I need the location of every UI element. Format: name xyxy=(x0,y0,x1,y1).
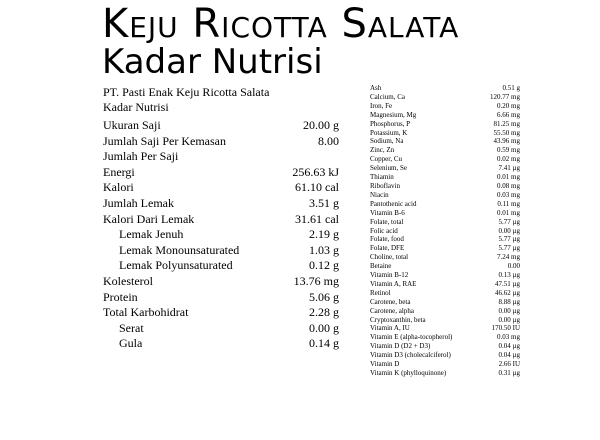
nutrition-row xyxy=(103,227,363,243)
nutrient-row-label: Vitamin D (D2 + D3) xyxy=(370,342,431,351)
nutrient-row xyxy=(370,129,520,138)
detailed-nutrients-panel xyxy=(370,84,520,378)
nutrition-row-value: 61.10 cal xyxy=(295,180,339,195)
nutrient-row xyxy=(370,271,520,280)
nutrient-row-value: 43.96 mg xyxy=(493,137,520,146)
nutrient-row xyxy=(370,93,520,102)
nutrition-row-label: Energi xyxy=(103,164,135,179)
nutrient-row xyxy=(370,155,520,164)
nutrition-row xyxy=(103,196,363,212)
nutrient-row xyxy=(370,324,520,333)
nutrition-row xyxy=(103,258,363,274)
nutrition-row xyxy=(103,165,363,181)
company-name: PT. Pasti Enak Keju Ricotta Salata xyxy=(103,85,270,99)
nutrition-row-label: Serat xyxy=(119,320,144,335)
nutrition-row-value: 20.00 g xyxy=(303,118,339,132)
nutrient-row-value: 0.01 mg xyxy=(497,208,520,217)
nutrition-row-label: Lemak Jenuh xyxy=(119,227,184,242)
nutrient-row xyxy=(370,253,520,262)
nutrition-row-label: Kalori Dari Lemak xyxy=(103,211,195,226)
nutrient-row xyxy=(370,244,520,253)
nutrient-row xyxy=(370,182,520,191)
nutrient-row-label: Phosphorus, P xyxy=(370,119,411,128)
nutrient-row xyxy=(370,173,520,182)
nutrient-row-value: 7.24 mg xyxy=(497,253,520,262)
nutrition-row-value: 256.63 kJ xyxy=(292,164,339,179)
nutrient-row xyxy=(370,307,520,316)
nutrient-row-value: 5.77 µg xyxy=(498,235,520,244)
nutrition-row xyxy=(103,290,363,306)
nutrient-row xyxy=(370,316,520,325)
nutrient-row-value: 5.77 µg xyxy=(498,244,520,253)
nutrient-row-value: 0.11 mg xyxy=(497,199,520,208)
nutrient-row xyxy=(370,120,520,129)
main-nutrition-list xyxy=(103,118,363,352)
nutrition-row-label: Kolesterol xyxy=(103,273,153,288)
nutrient-row-label: Iron, Fe xyxy=(370,101,393,110)
product-title: Keju Ricotta Salata xyxy=(102,1,460,47)
nutrition-row-value: 2.19 g xyxy=(309,227,339,242)
page-subtitle: Kadar Nutrisi xyxy=(102,42,323,82)
nutrient-row-label: Carotene, beta xyxy=(370,297,411,306)
nutrient-row xyxy=(370,369,520,378)
nutrient-row-value: 120.77 mg xyxy=(490,92,520,101)
nutrient-row xyxy=(370,227,520,236)
nutrient-row-value: 0.03 mg xyxy=(497,190,520,199)
nutrient-row xyxy=(370,360,520,369)
nutrient-row-label: Carotene, alpha xyxy=(370,306,414,315)
nutrition-row-value: 0.00 g xyxy=(309,320,339,335)
nutrient-row-value: 81.25 mg xyxy=(493,119,520,128)
nutrition-row xyxy=(103,180,363,196)
nutrient-row-label: Potassium, K xyxy=(370,128,408,137)
nutrient-row-label: Copper, Cu xyxy=(370,155,402,164)
nutrient-row xyxy=(370,84,520,93)
nutrient-row-label: Folic acid xyxy=(370,226,398,235)
nutrient-row-value: 47.51 µg xyxy=(494,279,520,288)
nutrition-row xyxy=(103,305,363,321)
nutrition-row-label: Ukuran Saji xyxy=(103,118,161,132)
nutrient-row-value: 0.00 µg xyxy=(498,315,520,324)
nutrient-row-label: Vitamin B-12 xyxy=(370,271,409,280)
nutrient-row-label: Vitamin A, RAE xyxy=(370,279,417,288)
nutrient-row-value: 0.59 mg xyxy=(497,146,520,155)
nutrient-row-label: Riboflavin xyxy=(370,181,400,190)
nutrition-row-value: 0.12 g xyxy=(309,258,339,273)
nutrient-row xyxy=(370,289,520,298)
nutrition-row-label: Gula xyxy=(119,336,143,351)
nutrition-row xyxy=(103,212,363,228)
nutrient-row-value: 0.51 g xyxy=(502,84,520,92)
nutrient-row-value: 0.31 µg xyxy=(498,369,520,377)
nutrient-row-label: Thiamin xyxy=(370,173,394,182)
nutrient-row-label: Folate, total xyxy=(370,217,404,226)
section-heading: Kadar Nutrisi xyxy=(103,100,169,114)
nutrient-row-value: 0.00 xyxy=(507,262,520,271)
nutrition-row-value: 5.06 g xyxy=(309,289,339,304)
nutrition-row-value: 3.51 g xyxy=(309,195,339,210)
nutrient-row-value: 0.08 mg xyxy=(497,181,520,190)
nutrient-row-label: Betaine xyxy=(370,262,392,271)
nutrient-row-value: 0.20 mg xyxy=(497,101,520,110)
nutrient-row-label: Vitamin D3 (cholecalciferol) xyxy=(370,351,451,360)
nutrient-row-label: Vitamin K (phylloquinone) xyxy=(370,369,447,377)
nutrient-row-label: Vitamin A, IU xyxy=(370,324,410,333)
nutrition-row xyxy=(103,321,363,337)
nutrition-row-label: Lemak Polyunsaturated xyxy=(119,258,233,273)
nutrient-row-value: 0.02 mg xyxy=(497,155,520,164)
nutrition-row-label: Total Karbohidrat xyxy=(103,305,189,320)
nutrient-row-value: 0.13 µg xyxy=(498,271,520,280)
nutrition-row xyxy=(103,274,363,290)
nutrition-row xyxy=(103,134,363,150)
nutrient-row xyxy=(370,280,520,289)
nutrient-row-value: 0.00 µg xyxy=(498,306,520,315)
nutrient-row-value: 46.62 µg xyxy=(494,288,520,297)
nutrient-row-label: Vitamin B-6 xyxy=(370,208,405,217)
nutrient-row-label: Calcium, Ca xyxy=(370,92,405,101)
nutrient-row-value: 0.04 µg xyxy=(498,342,520,351)
nutrient-row xyxy=(370,200,520,209)
nutrition-row-value: 2.28 g xyxy=(309,305,339,320)
nutrient-row xyxy=(370,191,520,200)
nutrition-row xyxy=(103,336,363,352)
nutrient-row-label: Choline, total xyxy=(370,253,409,262)
nutrition-row-label: Lemak Monounsaturated xyxy=(119,242,240,257)
nutrition-row xyxy=(103,149,363,165)
nutrient-row-label: Folate, food xyxy=(370,235,404,244)
nutrient-row-value: 170.50 IU xyxy=(491,324,520,333)
nutrient-row xyxy=(370,262,520,271)
nutrition-row-label: Jumlah Saji Per Kemasan xyxy=(103,133,226,148)
nutrition-row xyxy=(103,118,363,134)
nutrition-row-value: 13.76 mg xyxy=(293,273,339,288)
nutrient-row-label: Sodium, Na xyxy=(370,137,404,146)
nutrient-row-label: Ash xyxy=(370,84,382,92)
nutrient-row-label: Niacin xyxy=(370,190,389,199)
nutrient-row-value: 7.41 µg xyxy=(498,164,520,173)
nutrient-row xyxy=(370,333,520,342)
nutrient-row xyxy=(370,146,520,155)
nutrition-facts-panel xyxy=(103,85,363,352)
nutrition-row-value: 8.00 xyxy=(318,133,339,148)
nutrient-row-value: 0.01 mg xyxy=(497,173,520,182)
nutrient-row xyxy=(370,209,520,218)
nutrient-row-value: 5.77 µg xyxy=(498,217,520,226)
nutrient-row-value: 0.03 mg xyxy=(497,333,520,342)
nutrient-row-label: Zinc, Zn xyxy=(370,146,395,155)
nutrient-row xyxy=(370,218,520,227)
nutrient-row xyxy=(370,235,520,244)
nutrient-row-label: Vitamin D xyxy=(370,360,400,369)
nutrition-row-label: Jumlah Per Saji xyxy=(103,149,179,164)
nutrient-row-label: Pantothenic acid xyxy=(370,199,417,208)
nutrient-row xyxy=(370,102,520,111)
nutrition-row-value: 31.61 cal xyxy=(295,211,339,226)
nutrient-row-label: Folate, DFE xyxy=(370,244,405,253)
nutrient-row xyxy=(370,137,520,146)
nutrient-row xyxy=(370,342,520,351)
nutrition-row-value: 1.03 g xyxy=(309,242,339,257)
nutrition-row-value: 0.14 g xyxy=(309,336,339,351)
nutrition-row-label: Jumlah Lemak xyxy=(103,195,174,210)
nutrition-row-label: Protein xyxy=(103,289,138,304)
nutrition-row xyxy=(103,243,363,259)
nutrient-row-value: 0.04 µg xyxy=(498,351,520,360)
nutrient-row xyxy=(370,111,520,120)
nutrient-row-label: Cryptoxanthin, beta xyxy=(370,315,426,324)
nutrient-row-value: 55.50 mg xyxy=(493,128,520,137)
nutrient-row-value: 2.66 IU xyxy=(498,360,520,369)
nutrient-row-label: Retinol xyxy=(370,288,391,297)
nutrition-row-label: Kalori xyxy=(103,180,134,195)
nutrient-row-label: Magnesium, Mg xyxy=(370,110,417,119)
nutrient-list xyxy=(370,84,520,378)
nutrient-row xyxy=(370,298,520,307)
nutrient-row-label: Vitamin E (alpha-tocopherol) xyxy=(370,333,453,342)
nutrient-row xyxy=(370,351,520,360)
nutrient-row-value: 0.00 µg xyxy=(498,226,520,235)
nutrient-row-label: Selenium, Se xyxy=(370,164,407,173)
nutrient-row xyxy=(370,164,520,173)
nutrient-row-value: 8.88 µg xyxy=(498,297,520,306)
nutrient-row-value: 6.66 mg xyxy=(497,110,520,119)
